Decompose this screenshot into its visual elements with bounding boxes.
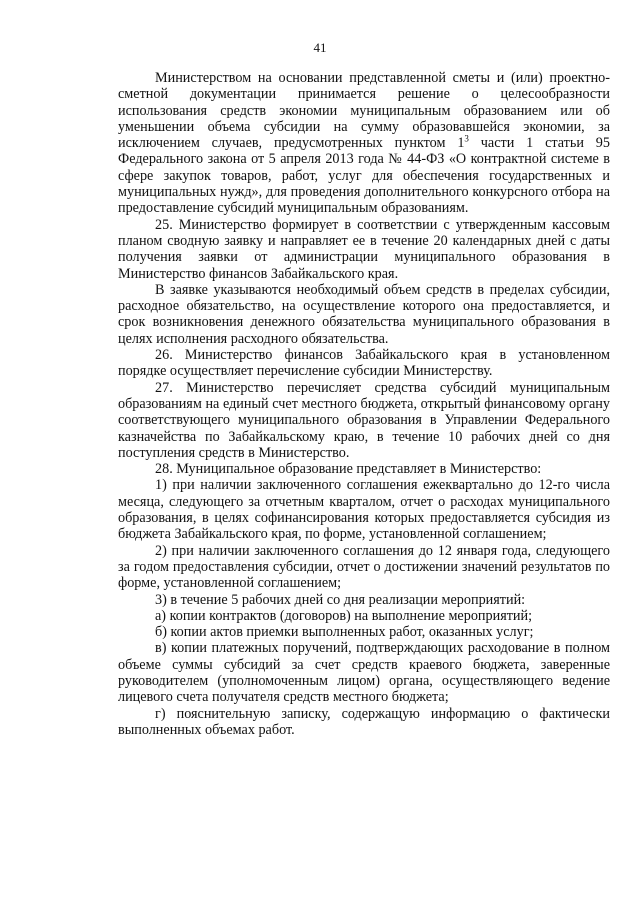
- list-item-1: 1) при наличии заключенного соглашения ежеквартально до 12-го числа месяца, следующего за отчетным кварталом, отчет о расходах муниципального образования, в целях софинансирования которых предоставляется субсидия из бюджета Забайкальского края, по форме, установленной соглашением;: [118, 477, 610, 543]
- paragraph-26: 26. Министерство финансов Забайкальского края в установленном порядке осуществляет перечисление субсидии Министерству.: [118, 347, 610, 380]
- list-item-3g: г) пояснительную записку, содержащую информацию о фактически выполненных объемах работ.: [118, 705, 610, 738]
- footnote-superscript: 3: [464, 133, 469, 144]
- paragraph-application-contents: В заявке указываются необходимый объем средств в пределах субсидии, расходное обязательство, на осуществление которого она предоставляется, и срок возникновения денежного обязательства муниципального образования в целях исполнения расходного обязательства.: [118, 281, 610, 347]
- list-item-3: 3) в течение 5 рабочих дней со дня реализации мероприятий:: [155, 591, 526, 608]
- paragraph-25: 25. Министерство формирует в соответствии с утвержденным кассовым планом сводную заявку и направляет ее в течение 20 календарных дней с даты получения заявки от администрации муниципального образования в Министерство финансов Забайкальского края.: [118, 216, 610, 282]
- page-number: 41: [313, 40, 327, 55]
- paragraph-28: 28. Муниципальное образование представляет в Министерство:: [155, 461, 542, 478]
- paragraph-savings-decision: Министерством на основании представленной сметы и (или) проектно-сметной документации принимается решение о целесообразности использования средств экономии муниципальным образованием или об уменьшении объема субсидии на сумму образовавшейся экономии, за исключением случаев, предусмотренных пунктом $1^3$ части 1 статьи 95 Федерального закона от 5 апреля 2013 года № 44-ФЗ «О контрактной системе в сфере закупок товаров, работ, услуг для обеспечения государственных и муниципальных нужд», для проведения дополнительного конкурсного отбора на предоставление субсидий муниципальным образованиям.: [118, 70, 610, 217]
- list-item-2: 2) при наличии заключенного соглашения до 12 января года, следующего за годом предоставления субсидии, отчет о достижении значений результатов по форме, установленной соглашением;: [118, 542, 610, 592]
- list-item-3v: в) копии платежных поручений, подтверждающих расходование в полном объеме суммы субсидий за счет средств краевого бюджета, заверенные руководителем (уполномоченным лицом) органа, осуществляющего ведение лицевого счета получателя средств местного бюджета;: [118, 640, 610, 706]
- paragraph-27: 27. Министерство перечисляет средства субсидий муниципальным образованиям на единый счет местного бюджета, открытый финансовому органу соответствующего муниципального образования в Управлении Федерального казначейства по Забайкальскому краю, в течение 10 рабочих дней со дня поступления средств в Министерство.: [118, 379, 610, 461]
- list-item-3b: б) копии актов приемки выполненных работ, оказанных услуг;: [155, 624, 534, 641]
- document-body: [118, 70, 610, 738]
- list-item-3a: а) копии контрактов (договоров) на выполнение мероприятий;: [155, 607, 533, 624]
